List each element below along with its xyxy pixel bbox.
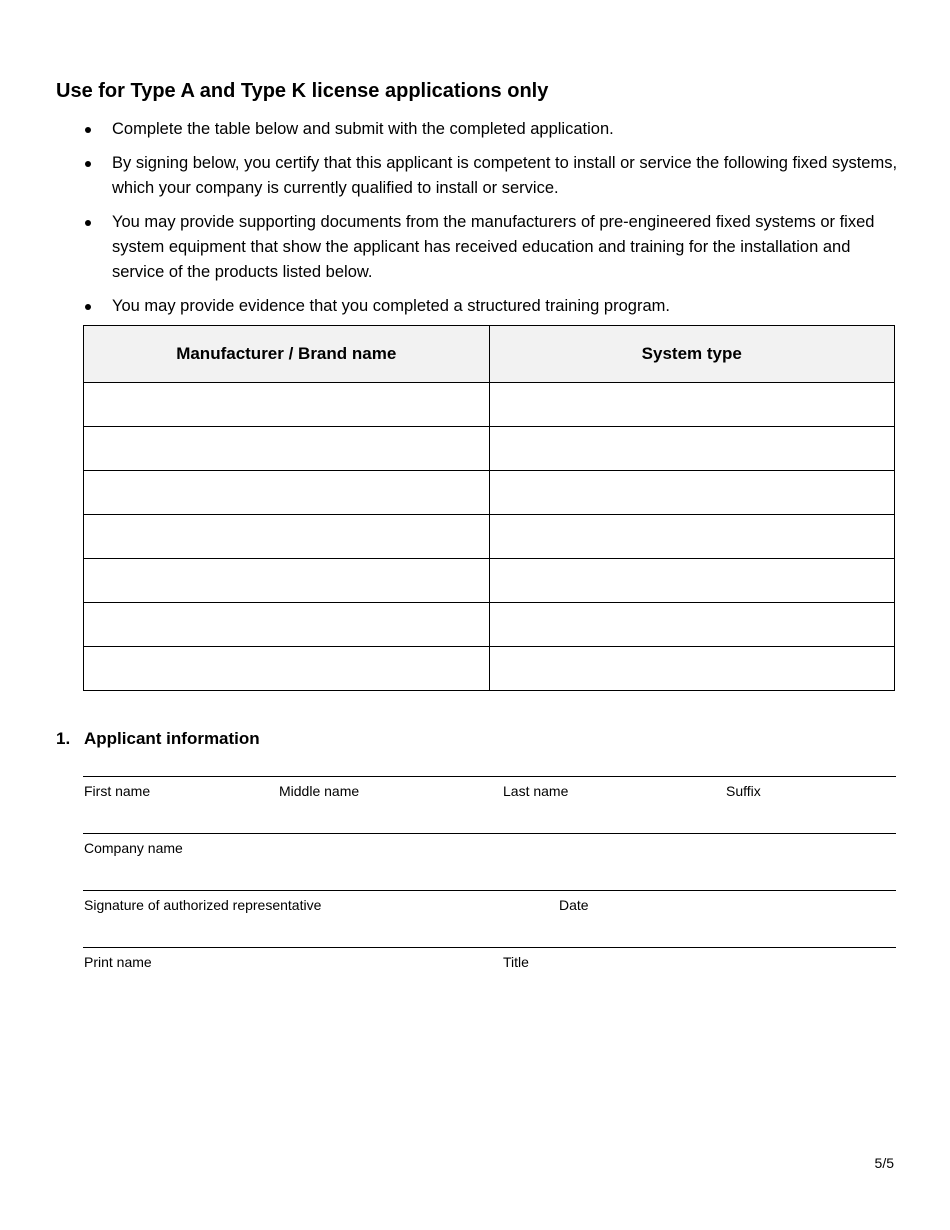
date-label: Date — [559, 897, 589, 913]
signature-label: Signature of authorized representative — [84, 897, 322, 913]
instruction-item — [84, 210, 899, 285]
company-name-label: Company name — [84, 840, 183, 856]
instruction-text: You may provide evidence that you completed a structured training program. — [112, 297, 670, 315]
bullet-icon — [85, 161, 91, 167]
instruction-item — [84, 294, 899, 319]
company-row — [83, 833, 896, 890]
title-label: Title — [503, 954, 529, 970]
manufacturer-cell[interactable] — [84, 559, 490, 603]
manufacturer-cell[interactable] — [84, 471, 490, 515]
manufacturer-cell[interactable] — [84, 427, 490, 471]
name-row — [83, 776, 896, 833]
instruction-text: Complete the table below and submit with the completed application. — [112, 120, 614, 138]
system-type-cell[interactable] — [489, 603, 895, 647]
table-row — [84, 603, 895, 647]
instruction-item — [84, 151, 899, 201]
suffix-label: Suffix — [726, 783, 761, 799]
middle-name-label: Middle name — [279, 783, 360, 799]
page-heading: Use for Type A and Type K license applications only — [56, 80, 549, 102]
first-name-label: First name — [84, 783, 151, 799]
instruction-text: By signing below, you certify that this applicant is competent to install or service the following fixed systems, which your company is currently qualified to install or service. — [112, 154, 898, 197]
manufacturer-cell[interactable] — [84, 515, 490, 559]
table-row — [84, 647, 895, 691]
column-header-system-type: System type — [489, 326, 895, 383]
instruction-text: You may provide supporting documents from the manufacturers of pre-engineered fixed systems or fixed system equipment that show the applicant has received education and training for the installation and service of the products listed below. — [112, 213, 875, 281]
instructions-list — [84, 117, 899, 328]
section-heading — [56, 729, 260, 749]
table-row — [84, 383, 895, 427]
page-number: 5/5 — [874, 1155, 894, 1171]
bullet-icon — [85, 304, 91, 310]
table-row — [84, 471, 895, 515]
instruction-item — [84, 117, 899, 142]
bullet-icon — [85, 220, 91, 226]
system-type-cell[interactable] — [489, 427, 895, 471]
system-type-cell[interactable] — [489, 559, 895, 603]
system-type-cell[interactable] — [489, 515, 895, 559]
print-name-label: Print name — [84, 954, 152, 970]
last-name-label: Last name — [503, 783, 569, 799]
system-type-cell[interactable] — [489, 471, 895, 515]
system-type-cell[interactable] — [489, 647, 895, 691]
table-row — [84, 515, 895, 559]
table-row — [84, 427, 895, 471]
table-header-row — [84, 326, 895, 383]
manufacturer-cell[interactable] — [84, 647, 490, 691]
manufacturer-cell[interactable] — [84, 603, 490, 647]
section-title: Applicant information — [84, 729, 260, 748]
table-row — [84, 559, 895, 603]
print-name-row — [83, 947, 896, 1004]
manufacturer-cell[interactable] — [84, 383, 490, 427]
systems-table — [83, 325, 895, 691]
section-number: 1. — [56, 729, 71, 748]
system-type-cell[interactable] — [489, 383, 895, 427]
signature-row — [83, 890, 896, 947]
column-header-manufacturer: Manufacturer / Brand name — [84, 326, 490, 383]
bullet-icon — [85, 127, 91, 133]
